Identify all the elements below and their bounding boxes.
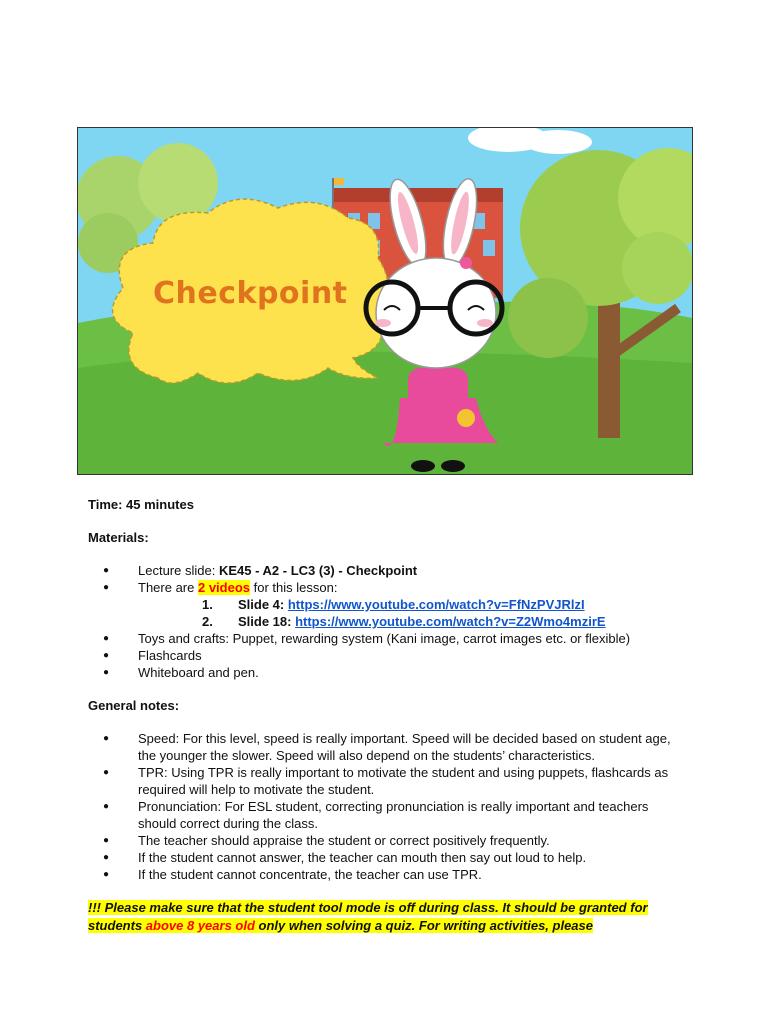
video-label: Slide 18: (238, 614, 296, 629)
warning-part-1: !!! Please make sure that the student tool mode is off during class. It should be granted for students (88, 900, 648, 933)
general-notes-heading: General notes: (88, 698, 180, 713)
warning-age-highlight: above 8 years old (145, 918, 255, 933)
video-item (138, 613, 688, 630)
list-item: ● TPR: Using TPR is really important to motivate the student and using puppets, flashcards as required will help to motivate the student. (88, 764, 688, 798)
list-item: ● If the student cannot answer, the teacher can mouth then say out loud to help. (88, 849, 688, 866)
list-item: ● If the student cannot concentrate, the teacher can use TPR. (88, 866, 688, 883)
list-item (88, 562, 688, 579)
list-item: ● The teacher should appraise the student or correct positively frequently. (88, 832, 688, 849)
tool-mode-warning (88, 899, 688, 935)
video-number: 2. (202, 614, 213, 629)
warning-part-2: only when solving a quiz. For writing activities, please (254, 918, 593, 933)
lecture-prefix: Lecture slide: (138, 563, 219, 578)
banner-title: Checkpoint (153, 276, 348, 311)
videos-count-highlight: 2 videos (197, 580, 251, 595)
videos-prefix: There are (138, 580, 198, 595)
list-item (88, 579, 688, 630)
lesson-document (88, 496, 688, 935)
list-item: ● Pronunciation: For ESL student, correcting pronunciation is really important and teachers should correct during the class. (88, 798, 688, 832)
video-item (138, 596, 688, 613)
list-item: ● Toys and crafts: Puppet, rewarding system (Kani image, carrot images etc. or flexible) (88, 630, 688, 647)
time-label: Time: 45 minutes (88, 497, 194, 512)
video-link[interactable]: https://www.youtube.com/watch?v=Z2Wmo4mzirE (295, 614, 606, 629)
video-label: Slide 4: (238, 597, 288, 612)
list-item: ● Speed: For this level, speed is really important. Speed will be decided based on student age, the younger the slower. Speed will also depend on the students’ characteristics. (88, 730, 688, 764)
list-item: ● Whiteboard and pen. (88, 664, 688, 681)
video-list (138, 596, 688, 630)
checkpoint-banner (77, 127, 693, 475)
notes-list (88, 730, 688, 883)
materials-heading: Materials: (88, 530, 149, 545)
videos-suffix: for this lesson: (250, 580, 338, 595)
video-link[interactable]: https://www.youtube.com/watch?v=FfNzPVJRlzI (287, 597, 585, 612)
list-item: ● Flashcards (88, 647, 688, 664)
lecture-slide-name: KE45 - A2 - LC3 (3) - Checkpoint (218, 563, 418, 578)
video-number: 1. (202, 597, 213, 612)
materials-list (88, 562, 688, 681)
